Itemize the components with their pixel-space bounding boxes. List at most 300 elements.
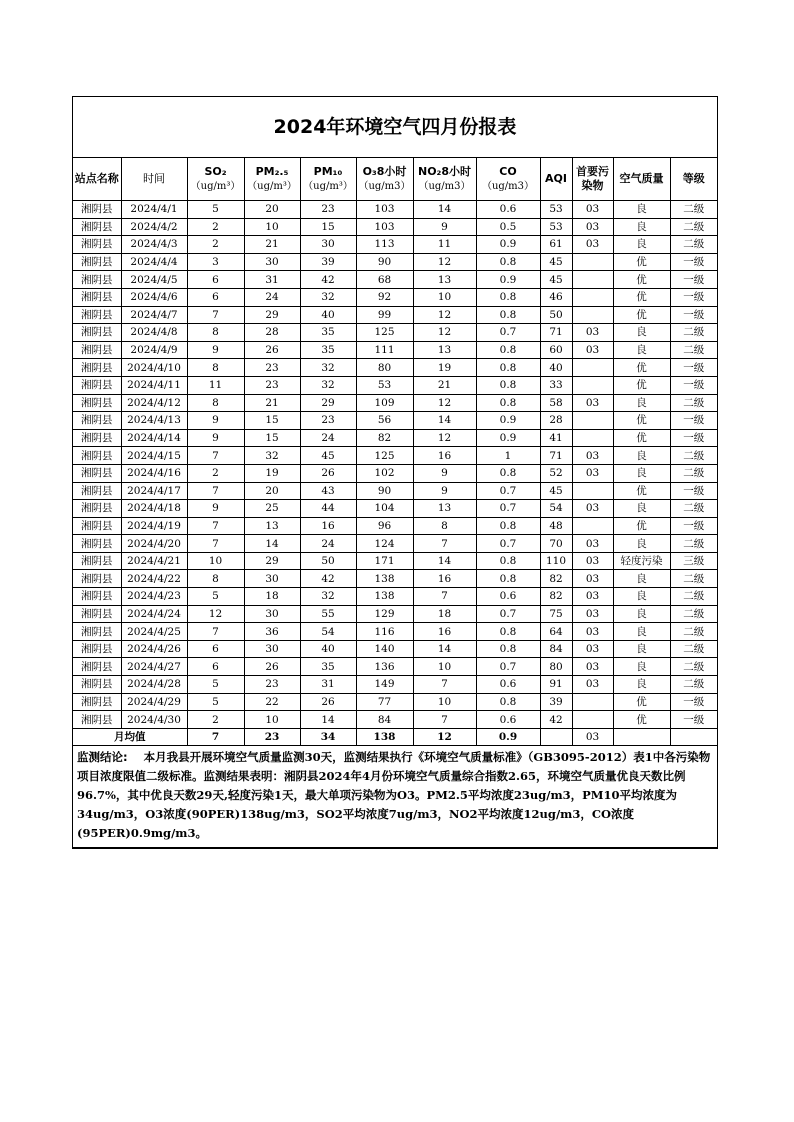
cell-no2: 18 [413, 605, 476, 623]
cell-pm10: 29 [300, 394, 356, 412]
cell-o3: 109 [356, 394, 413, 412]
cell-so2: 9 [187, 341, 244, 359]
cell-date: 2024/4/2 [121, 218, 187, 236]
report-table [73, 158, 717, 848]
cell-air-quality: 良 [613, 218, 670, 236]
cell-grade: 二级 [670, 623, 717, 641]
cell-station: 湘阴县 [73, 676, 121, 694]
cell-pm10: 55 [300, 605, 356, 623]
cell-o3: 138 [356, 588, 413, 606]
cell-so2: 9 [187, 429, 244, 447]
cell-aqi: 41 [540, 429, 572, 447]
cell-primary-pollutant: 03 [572, 676, 613, 694]
cell-primary-pollutant [572, 253, 613, 271]
cell-grade: 二级 [670, 447, 717, 465]
cell-air-quality: 良 [613, 447, 670, 465]
cell-air-quality: 良 [613, 535, 670, 553]
cell-o3: 92 [356, 288, 413, 306]
cell-co: 0.8 [476, 623, 540, 641]
cell-o3: 125 [356, 447, 413, 465]
cell-so2: 2 [187, 218, 244, 236]
cell-date: 2024/4/14 [121, 429, 187, 447]
cell-pm10: 32 [300, 376, 356, 394]
cell-pm10: 40 [300, 306, 356, 324]
cell-grade: 二级 [670, 201, 717, 219]
cell-pm10: 42 [300, 570, 356, 588]
cell-date: 2024/4/7 [121, 306, 187, 324]
cell-no2: 10 [413, 288, 476, 306]
cell-air-quality: 良 [613, 324, 670, 342]
cell-air-quality: 优 [613, 306, 670, 324]
avg-grade [670, 728, 717, 745]
cell-so2: 7 [187, 517, 244, 535]
cell-so2: 5 [187, 588, 244, 606]
table-row [73, 535, 717, 553]
cell-pm10: 50 [300, 552, 356, 570]
cell-pm25: 10 [244, 711, 300, 729]
cell-air-quality: 良 [613, 605, 670, 623]
cell-station: 湘阴县 [73, 658, 121, 676]
cell-grade: 一级 [670, 517, 717, 535]
cell-grade: 一级 [670, 482, 717, 500]
cell-date: 2024/4/25 [121, 623, 187, 641]
cell-no2: 16 [413, 570, 476, 588]
cell-station: 湘阴县 [73, 640, 121, 658]
cell-o3: 129 [356, 605, 413, 623]
cell-grade: 二级 [670, 394, 717, 412]
cell-air-quality: 良 [613, 640, 670, 658]
cell-grade: 一级 [670, 429, 717, 447]
cell-pm10: 45 [300, 447, 356, 465]
cell-grade: 二级 [670, 464, 717, 482]
cell-pm10: 32 [300, 359, 356, 377]
cell-date: 2024/4/27 [121, 658, 187, 676]
cell-o3: 125 [356, 324, 413, 342]
cell-pm25: 29 [244, 306, 300, 324]
table-row [73, 218, 717, 236]
cell-date: 2024/4/3 [121, 236, 187, 254]
cell-date: 2024/4/29 [121, 693, 187, 711]
table-row [73, 447, 717, 465]
cell-no2: 16 [413, 623, 476, 641]
cell-co: 0.8 [476, 517, 540, 535]
conclusion [73, 745, 717, 847]
cell-pm25: 10 [244, 218, 300, 236]
cell-co: 0.6 [476, 711, 540, 729]
conclusion-row [73, 745, 717, 847]
cell-date: 2024/4/15 [121, 447, 187, 465]
cell-date: 2024/4/10 [121, 359, 187, 377]
cell-air-quality: 良 [613, 201, 670, 219]
cell-primary-pollutant: 03 [572, 341, 613, 359]
cell-pm10: 26 [300, 464, 356, 482]
cell-co: 0.9 [476, 271, 540, 289]
table-row [73, 412, 717, 430]
cell-air-quality: 优 [613, 376, 670, 394]
cell-grade: 二级 [670, 605, 717, 623]
cell-primary-pollutant: 03 [572, 500, 613, 518]
cell-aqi: 84 [540, 640, 572, 658]
cell-pm25: 26 [244, 341, 300, 359]
cell-grade: 一级 [670, 359, 717, 377]
cell-pm25: 23 [244, 359, 300, 377]
cell-grade: 一级 [670, 306, 717, 324]
cell-pm25: 20 [244, 201, 300, 219]
cell-pm10: 39 [300, 253, 356, 271]
cell-grade: 二级 [670, 324, 717, 342]
table-row [73, 376, 717, 394]
table-row [73, 306, 717, 324]
cell-aqi: 45 [540, 482, 572, 500]
cell-date: 2024/4/6 [121, 288, 187, 306]
cell-no2: 19 [413, 359, 476, 377]
cell-no2: 13 [413, 500, 476, 518]
cell-pm10: 35 [300, 341, 356, 359]
cell-primary-pollutant [572, 429, 613, 447]
cell-grade: 二级 [670, 218, 717, 236]
table-row [73, 288, 717, 306]
cell-so2: 11 [187, 376, 244, 394]
avg-o3: 138 [356, 728, 413, 745]
cell-co: 0.7 [476, 482, 540, 500]
cell-so2: 5 [187, 693, 244, 711]
cell-primary-pollutant: 03 [572, 447, 613, 465]
cell-pm25: 29 [244, 552, 300, 570]
cell-co: 0.8 [476, 288, 540, 306]
cell-air-quality: 优 [613, 693, 670, 711]
cell-air-quality: 良 [613, 464, 670, 482]
cell-primary-pollutant: 03 [572, 535, 613, 553]
cell-station: 湘阴县 [73, 623, 121, 641]
cell-so2: 9 [187, 500, 244, 518]
table-row [73, 201, 717, 219]
cell-o3: 104 [356, 500, 413, 518]
cell-so2: 12 [187, 605, 244, 623]
cell-pm10: 35 [300, 324, 356, 342]
cell-so2: 2 [187, 711, 244, 729]
cell-aqi: 28 [540, 412, 572, 430]
cell-grade: 二级 [670, 676, 717, 694]
cell-aqi: 40 [540, 359, 572, 377]
cell-air-quality: 优 [613, 711, 670, 729]
cell-date: 2024/4/26 [121, 640, 187, 658]
cell-pm25: 31 [244, 271, 300, 289]
cell-primary-pollutant: 03 [572, 552, 613, 570]
cell-air-quality: 良 [613, 394, 670, 412]
cell-primary-pollutant [572, 517, 613, 535]
cell-so2: 8 [187, 394, 244, 412]
cell-no2: 16 [413, 447, 476, 465]
cell-o3: 56 [356, 412, 413, 430]
cell-o3: 103 [356, 218, 413, 236]
cell-date: 2024/4/11 [121, 376, 187, 394]
cell-station: 湘阴县 [73, 253, 121, 271]
cell-aqi: 75 [540, 605, 572, 623]
cell-co: 0.8 [476, 640, 540, 658]
cell-co: 0.7 [476, 658, 540, 676]
cell-no2: 14 [413, 552, 476, 570]
cell-pm10: 24 [300, 535, 356, 553]
cell-primary-pollutant [572, 288, 613, 306]
cell-primary-pollutant [572, 376, 613, 394]
cell-aqi: 54 [540, 500, 572, 518]
cell-station: 湘阴县 [73, 394, 121, 412]
cell-so2: 10 [187, 552, 244, 570]
cell-no2: 12 [413, 306, 476, 324]
cell-o3: 116 [356, 623, 413, 641]
cell-grade: 二级 [670, 236, 717, 254]
cell-o3: 96 [356, 517, 413, 535]
cell-station: 湘阴县 [73, 376, 121, 394]
cell-pm10: 15 [300, 218, 356, 236]
cell-co: 0.8 [476, 552, 540, 570]
cell-date: 2024/4/5 [121, 271, 187, 289]
header-grade: 等级 [670, 158, 717, 201]
cell-air-quality: 良 [613, 570, 670, 588]
cell-co: 0.9 [476, 412, 540, 430]
cell-no2: 21 [413, 376, 476, 394]
cell-primary-pollutant [572, 711, 613, 729]
cell-station: 湘阴县 [73, 218, 121, 236]
monthly-average-row [73, 728, 717, 745]
cell-no2: 13 [413, 341, 476, 359]
cell-no2: 7 [413, 676, 476, 694]
conclusion-text: 本月我县开展环境空气质量监测30天，监测结果执行《环境空气质量标准》（GB3095-2012）表1中各污染物项目浓度限值二级标准。监测结果表明：湘阴县2024年4月份环境空气质量综合指数2.65，环境空气质量优良天数比例96.7%，其中优良天数29天,轻度污染1天，最大单项污染物为O3。PM2.5平均浓度23ug/m3，PM10平均浓度为34ug/m3，O3浓度(90PER)138ug/m3，SO2平均浓度7ug/m3，NO2平均浓度12ug/m3，CO浓度(95PER)0.9mg/m3。 [77, 749, 711, 840]
cell-primary-pollutant: 03 [572, 570, 613, 588]
cell-co: 0.6 [476, 588, 540, 606]
cell-pm25: 22 [244, 693, 300, 711]
cell-o3: 124 [356, 535, 413, 553]
report-title: 2024年环境空气四月份报表 [73, 97, 717, 158]
cell-aqi: 70 [540, 535, 572, 553]
cell-primary-pollutant: 03 [572, 236, 613, 254]
cell-primary-pollutant: 03 [572, 640, 613, 658]
cell-air-quality: 良 [613, 676, 670, 694]
cell-co: 0.7 [476, 535, 540, 553]
cell-pm25: 25 [244, 500, 300, 518]
cell-no2: 12 [413, 429, 476, 447]
cell-aqi: 61 [540, 236, 572, 254]
cell-o3: 53 [356, 376, 413, 394]
cell-grade: 一级 [670, 412, 717, 430]
cell-date: 2024/4/20 [121, 535, 187, 553]
cell-co: 0.6 [476, 201, 540, 219]
cell-primary-pollutant [572, 693, 613, 711]
cell-pm10: 43 [300, 482, 356, 500]
cell-primary-pollutant [572, 359, 613, 377]
cell-grade: 二级 [670, 570, 717, 588]
cell-date: 2024/4/4 [121, 253, 187, 271]
cell-no2: 8 [413, 517, 476, 535]
cell-pm25: 21 [244, 394, 300, 412]
cell-aqi: 46 [540, 288, 572, 306]
cell-co: 0.8 [476, 693, 540, 711]
cell-grade: 一级 [670, 711, 717, 729]
cell-grade: 二级 [670, 341, 717, 359]
cell-no2: 11 [413, 236, 476, 254]
cell-co: 0.7 [476, 605, 540, 623]
cell-aqi: 71 [540, 447, 572, 465]
cell-grade: 二级 [670, 535, 717, 553]
cell-co: 0.8 [476, 359, 540, 377]
cell-station: 湘阴县 [73, 464, 121, 482]
cell-no2: 14 [413, 640, 476, 658]
cell-pm25: 30 [244, 640, 300, 658]
cell-station: 湘阴县 [73, 324, 121, 342]
cell-date: 2024/4/13 [121, 412, 187, 430]
avg-pm10: 34 [300, 728, 356, 745]
cell-date: 2024/4/16 [121, 464, 187, 482]
cell-pm10: 32 [300, 288, 356, 306]
table-row [73, 253, 717, 271]
cell-station: 湘阴县 [73, 711, 121, 729]
cell-primary-pollutant [572, 306, 613, 324]
table-row [73, 588, 717, 606]
cell-so2: 6 [187, 271, 244, 289]
cell-date: 2024/4/8 [121, 324, 187, 342]
conclusion-label: 监测结论: [77, 749, 128, 764]
cell-so2: 5 [187, 676, 244, 694]
cell-station: 湘阴县 [73, 201, 121, 219]
cell-aqi: 82 [540, 570, 572, 588]
cell-aqi: 60 [540, 341, 572, 359]
header-so2: SO₂ （ug/m³） [187, 158, 244, 201]
avg-co: 0.9 [476, 728, 540, 745]
cell-so2: 7 [187, 306, 244, 324]
table-row [73, 658, 717, 676]
cell-pm25: 15 [244, 429, 300, 447]
cell-pm10: 32 [300, 588, 356, 606]
cell-so2: 3 [187, 253, 244, 271]
cell-air-quality: 良 [613, 658, 670, 676]
table-row [73, 464, 717, 482]
cell-aqi: 45 [540, 253, 572, 271]
cell-date: 2024/4/9 [121, 341, 187, 359]
header-primary-pollutant: 首要污染物 [572, 158, 613, 201]
avg-no2: 12 [413, 728, 476, 745]
cell-o3: 90 [356, 253, 413, 271]
cell-so2: 7 [187, 482, 244, 500]
header-time: 时间 [121, 158, 187, 201]
table-body [73, 201, 717, 729]
cell-pm25: 24 [244, 288, 300, 306]
cell-co: 0.8 [476, 570, 540, 588]
cell-station: 湘阴县 [73, 552, 121, 570]
cell-so2: 5 [187, 201, 244, 219]
cell-o3: 113 [356, 236, 413, 254]
cell-so2: 7 [187, 447, 244, 465]
cell-so2: 8 [187, 324, 244, 342]
table-row [73, 271, 717, 289]
table-row [73, 605, 717, 623]
table-row [73, 429, 717, 447]
cell-aqi: 33 [540, 376, 572, 394]
cell-air-quality: 优 [613, 482, 670, 500]
cell-pm25: 13 [244, 517, 300, 535]
cell-co: 0.8 [476, 341, 540, 359]
cell-aqi: 53 [540, 201, 572, 219]
cell-primary-pollutant: 03 [572, 623, 613, 641]
header-co: CO （ug/m3） [476, 158, 540, 201]
cell-no2: 12 [413, 253, 476, 271]
cell-date: 2024/4/1 [121, 201, 187, 219]
cell-date: 2024/4/24 [121, 605, 187, 623]
cell-station: 湘阴县 [73, 588, 121, 606]
cell-primary-pollutant [572, 482, 613, 500]
cell-station: 湘阴县 [73, 605, 121, 623]
cell-air-quality: 优 [613, 429, 670, 447]
cell-grade: 一级 [670, 253, 717, 271]
cell-pm25: 19 [244, 464, 300, 482]
cell-pm10: 26 [300, 693, 356, 711]
cell-o3: 111 [356, 341, 413, 359]
cell-grade: 二级 [670, 658, 717, 676]
cell-primary-pollutant: 03 [572, 605, 613, 623]
cell-no2: 9 [413, 482, 476, 500]
cell-co: 0.9 [476, 429, 540, 447]
cell-pm25: 20 [244, 482, 300, 500]
cell-o3: 138 [356, 570, 413, 588]
cell-station: 湘阴县 [73, 500, 121, 518]
cell-primary-pollutant: 03 [572, 201, 613, 219]
cell-co: 0.8 [476, 306, 540, 324]
cell-station: 湘阴县 [73, 271, 121, 289]
header-station: 站点名称 [73, 158, 121, 201]
cell-no2: 10 [413, 658, 476, 676]
cell-pm25: 23 [244, 676, 300, 694]
table-row [73, 711, 717, 729]
cell-co: 0.8 [476, 464, 540, 482]
cell-station: 湘阴县 [73, 412, 121, 430]
table-row [73, 570, 717, 588]
table-row [73, 676, 717, 694]
cell-o3: 84 [356, 711, 413, 729]
cell-co: 0.7 [476, 324, 540, 342]
cell-primary-pollutant: 03 [572, 464, 613, 482]
cell-station: 湘阴县 [73, 693, 121, 711]
cell-grade: 二级 [670, 588, 717, 606]
cell-aqi: 42 [540, 711, 572, 729]
cell-aqi: 110 [540, 552, 572, 570]
cell-air-quality: 优 [613, 359, 670, 377]
cell-co: 0.5 [476, 218, 540, 236]
cell-o3: 90 [356, 482, 413, 500]
header-pm25: PM₂.₅ （ug/m³） [244, 158, 300, 201]
air-quality-report [72, 96, 718, 849]
cell-station: 湘阴县 [73, 482, 121, 500]
cell-aqi: 64 [540, 623, 572, 641]
cell-co: 0.9 [476, 236, 540, 254]
cell-pm25: 30 [244, 570, 300, 588]
cell-no2: 9 [413, 218, 476, 236]
cell-so2: 8 [187, 359, 244, 377]
cell-aqi: 50 [540, 306, 572, 324]
cell-no2: 14 [413, 201, 476, 219]
cell-date: 2024/4/22 [121, 570, 187, 588]
cell-co: 0.8 [476, 376, 540, 394]
cell-no2: 7 [413, 535, 476, 553]
table-row [73, 394, 717, 412]
cell-so2: 7 [187, 535, 244, 553]
cell-date: 2024/4/30 [121, 711, 187, 729]
cell-station: 湘阴县 [73, 306, 121, 324]
cell-date: 2024/4/28 [121, 676, 187, 694]
cell-station: 湘阴县 [73, 288, 121, 306]
cell-station: 湘阴县 [73, 535, 121, 553]
cell-aqi: 45 [540, 271, 572, 289]
cell-aqi: 82 [540, 588, 572, 606]
cell-o3: 80 [356, 359, 413, 377]
